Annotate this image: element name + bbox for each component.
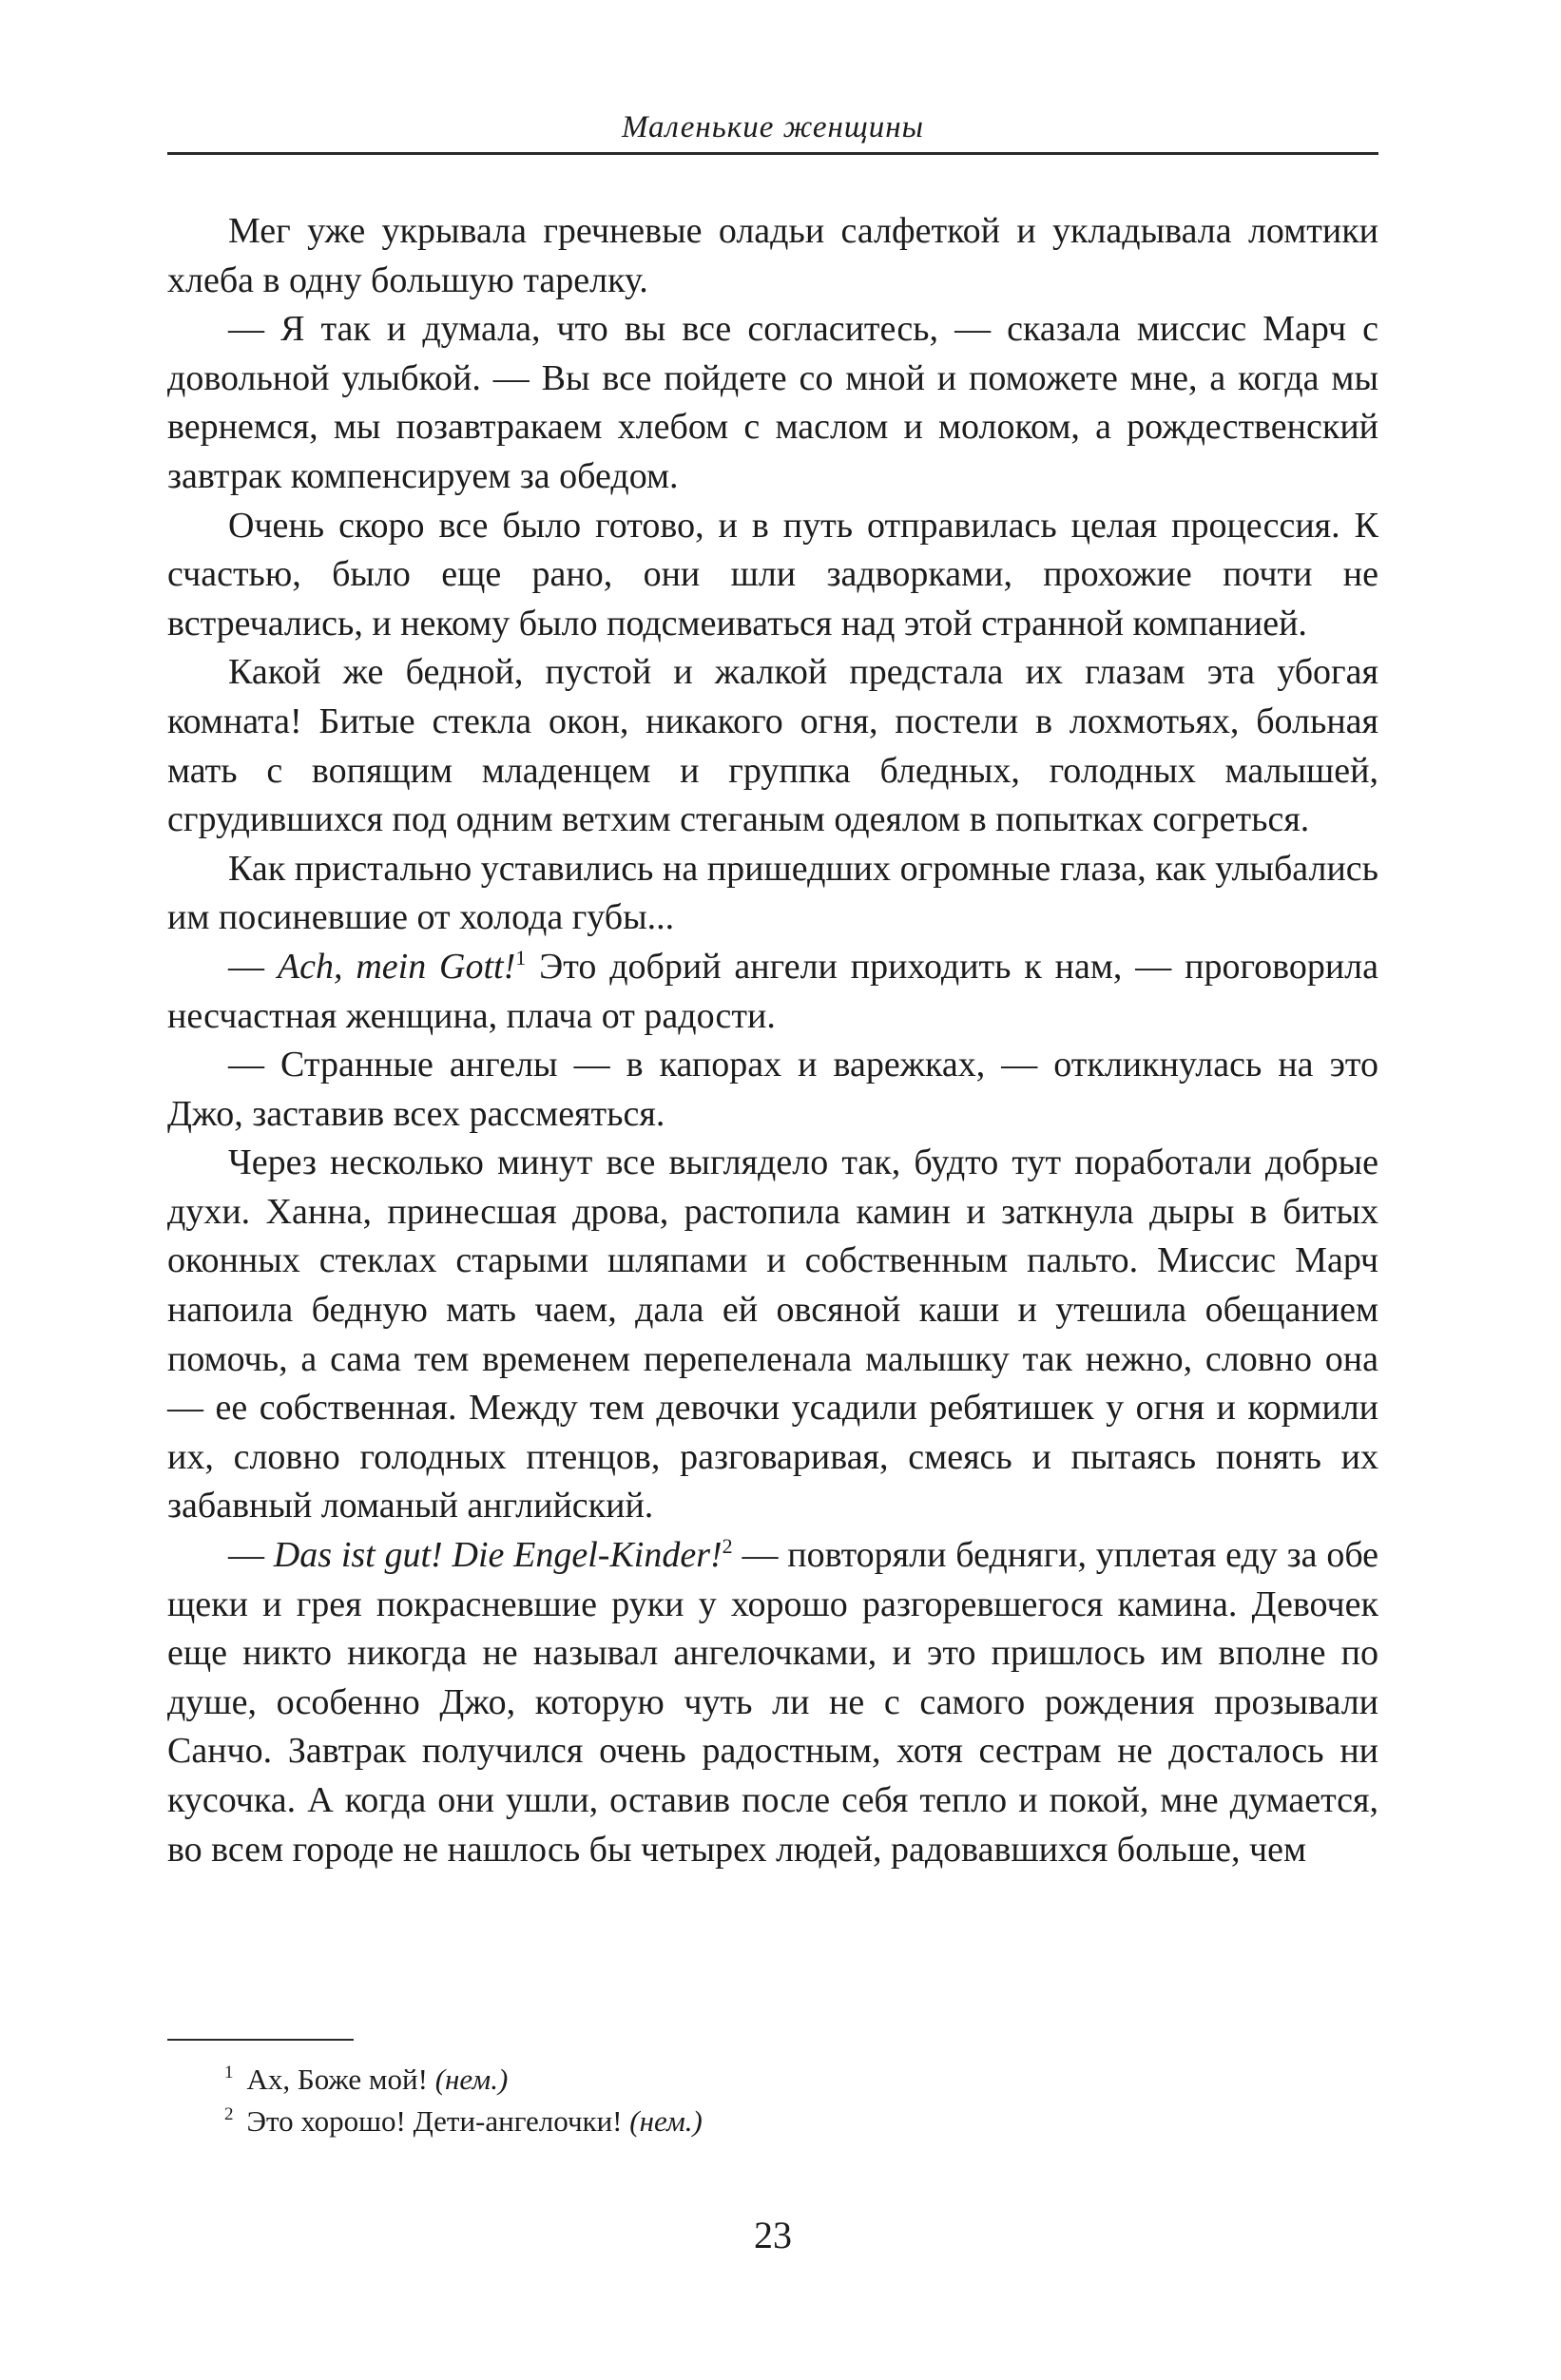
paragraph-2: — Я так и думала, что вы все согласитесь, — сказала миссис Марч с довольной улыбкой. — Вы все пойдете со мной и поможете мне, а когда мы вернемся, мы позавтракаем хлебом с маслом и молоком, а рождественский завтрак компенсируем за обедом. — [167, 309, 1378, 496]
paragraph-3: Очень скоро все было готово, и в путь отправилась целая процессия. К счастью, было еще рано, они шли задворками, прохожие почти не встречались, и некому было подсмеиваться над этой странной компанией. — [167, 505, 1378, 643]
paragraph-6 — [167, 943, 1378, 1041]
paragraph-6-text: Это добрий ангели приходить к нам, — проговорила несчастная женщина, плача от радости. — [167, 946, 1379, 1036]
footnote-language-note: (нем.) — [434, 2063, 509, 2096]
footnote-2 — [224, 2101, 703, 2142]
paragraph-4: Какой же бедной, пустой и жалкой предстала их глазам эта убогая комната! Битые стекла окон, никакого огня, постели в лохмотьях, больная мать с вопящим младенцем и группка бледных, голодных малышей, сгрудившихся под одним ветхим стеганым одеялом в попытках согреться. — [167, 652, 1378, 840]
footnote-text: Ах, Боже мой! — [246, 2063, 435, 2096]
paragraph-9-text: — повторяли бедняги, уплетая еду за обе щеки и грея покрасневшие руки у хорошо разгоревшегося камина. Девочек еще никто никогда не называл ангелочками, и это пришлось им вполне по душе, особенно Джо, которую чуть ли не с самого рождения прозывали Санчо. Завтрак получился очень радостным, хотя сестрам не досталось ни кусочка. А когда они ушли, оставив после себя тепло и покой, мне думается, во всем городе не нашлось бы четырех людей, радовавшихся больше, чем — [167, 1535, 1379, 1870]
footnote-ref-2[interactable]: 2 — [722, 1534, 733, 1559]
footnotes — [224, 2059, 703, 2142]
running-title: Маленькие женщины — [621, 110, 924, 144]
footnote-mark: 2 — [224, 2104, 234, 2124]
footnote-1 — [224, 2059, 703, 2101]
paragraph-1: Мег уже укрывала гречневые оладьи салфеткой и укладывала ломтики хлеба в одну большую тарелку. — [167, 211, 1378, 300]
paragraph-8: Через несколько минут все выглядело так, будто тут поработали добрые духи. Ханна, принесшая дрова, растопила камин и заткнула дыры в битых оконных стеклах старыми шляпами и собственным пальто. Миссис Марч напоила бедную мать чаем, дала ей овсяной каши и утешила обещанием помочь, а сама тем временем перепеленала малышку так нежно, словно она — ее собственная. Между тем девочки усадили ребятишек у огня и кормили их, словно голодных птенцов, разговаривая, смеясь и пытаясь понять их забавный ломаный английский. — [167, 1142, 1378, 1526]
paragraph-5: Как пристально уставились на пришедших огромные глаза, как улыбались им посиневшие от холода губы... — [167, 848, 1378, 938]
paragraph-7: — Странные ангелы — в капорах и варежках, — откликнулась на это Джо, заставив всех рассмеяться. — [167, 1045, 1378, 1134]
dash: — — [228, 946, 278, 987]
footnote-rule — [167, 2039, 354, 2041]
footnote-text: Это хорошо! Дети-ангелочки! — [246, 2104, 630, 2138]
dash: — — [228, 1535, 274, 1576]
page-number: 23 — [754, 2214, 792, 2256]
header-rule — [167, 152, 1378, 155]
german-phrase: Das ist gut! Die Engel-Kinder! — [273, 1535, 723, 1576]
footnote-language-note: (нем.) — [629, 2104, 703, 2138]
footnote-mark: 1 — [224, 2063, 234, 2082]
page-body — [167, 207, 1378, 1874]
footnote-ref-1[interactable]: 1 — [515, 945, 527, 969]
paragraph-9 — [167, 1531, 1378, 1874]
german-phrase: Ach, mein Gott! — [277, 946, 516, 987]
